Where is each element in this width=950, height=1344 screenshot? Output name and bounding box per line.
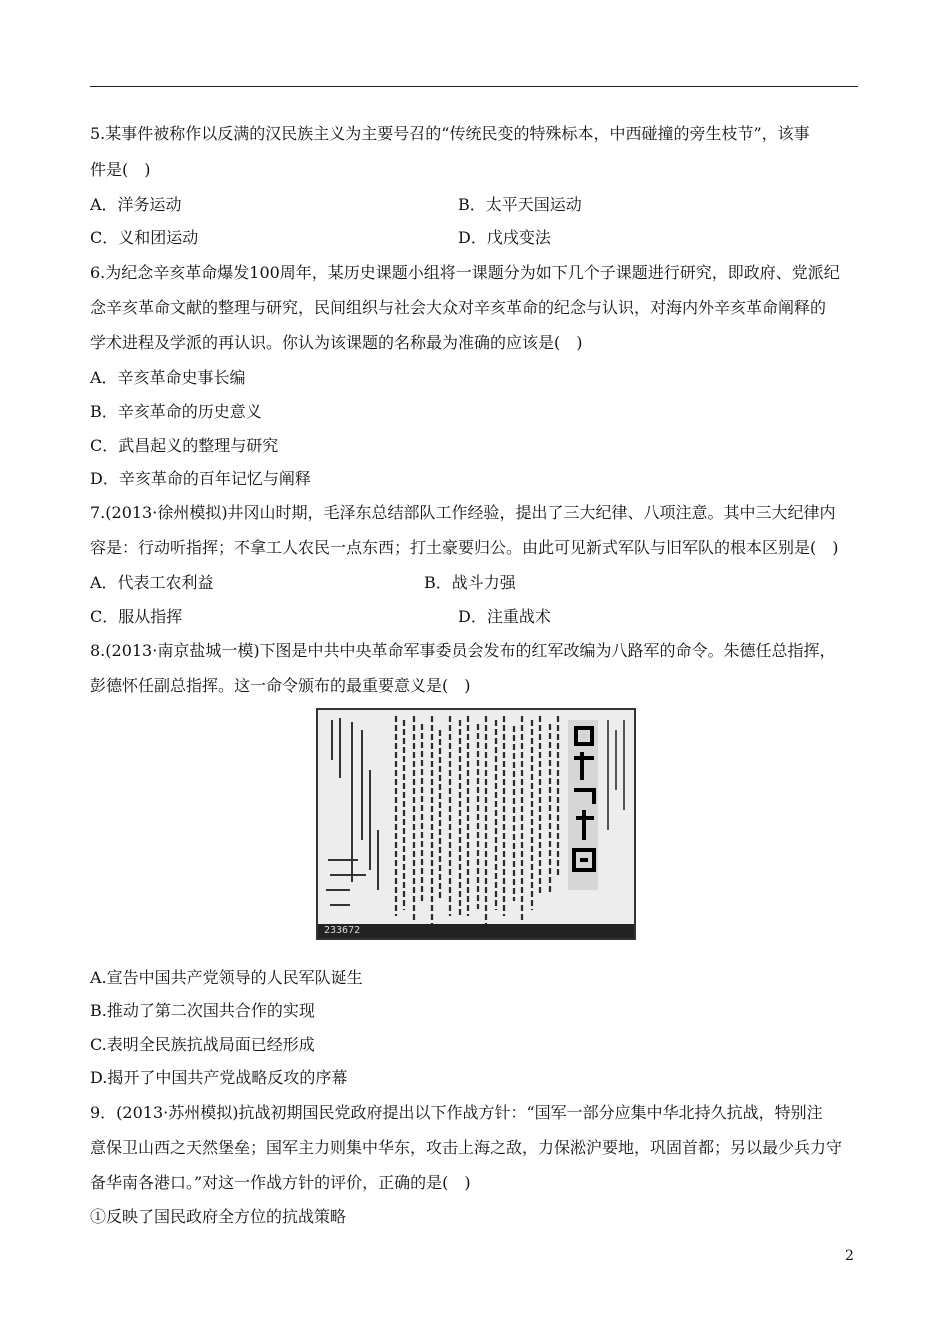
q8-option-c[interactable]: C.表明全民族抗战局面已经形成 bbox=[90, 1035, 315, 1054]
q5-option-a[interactable]: A．洋务运动 bbox=[90, 195, 182, 214]
q9-stem-line-3: 备华南各港口。”对这一作战方针的评价，正确的是( ) bbox=[90, 1173, 471, 1192]
q8-option-b[interactable]: B.推动了第二次国共合作的实现 bbox=[90, 1001, 315, 1020]
q6-option-b[interactable]: B．辛亥革命的历史意义 bbox=[90, 402, 262, 421]
q5-stem-line-1: 5.某事件被称作以反满的汉民族主义为主要号召的“传统民变的特殊标本，中西碰撞的旁生枝节”，该事 bbox=[90, 124, 810, 143]
q6-stem-line-3: 学术进程及学派的再认识。你认为该课题的名称最为准确的应该是( ) bbox=[90, 333, 583, 352]
q9-stem-line-1: 9．(2013·苏州模拟)抗战初期国民党政府提出以下作战方针：“国军一部分应集中华北持久抗战，特别注 bbox=[90, 1103, 823, 1122]
q9-stem-line-2: 意保卫山西之天然堡垒；国军主力则集中华东，攻击上海之敌，力保淞沪要地，巩固首都；另以最少兵力守 bbox=[90, 1138, 843, 1157]
q6-option-c[interactable]: C．武昌起义的整理与研究 bbox=[90, 436, 279, 455]
q8-stem-line-1: 8.(2013·南京盐城一模)下图是中共中央革命军事委员会发布的红军改编为八路军的命令。朱德任总指挥， bbox=[90, 641, 836, 660]
newspaper-image bbox=[318, 710, 634, 938]
q7-option-a[interactable]: A．代表工农利益 bbox=[90, 573, 214, 592]
q5-option-c[interactable]: C．义和团运动 bbox=[90, 228, 199, 247]
q8-option-d[interactable]: D.揭开了中国共产党战略反攻的序幕 bbox=[90, 1068, 348, 1087]
q9-item-1[interactable]: ①反映了国民政府全方位的抗战策略 bbox=[90, 1207, 347, 1226]
q7-stem-line-1: 7.(2013·徐州模拟)井冈山时期，毛泽东总结部队工作经验，提出了三大纪律、八项注意。其中三大纪律内 bbox=[90, 503, 836, 522]
q8-stem-line-2: 彭德怀任副总指挥。这一命令颁布的最重要意义是( ) bbox=[90, 676, 471, 695]
q7-option-d[interactable]: D．注重战术 bbox=[458, 607, 551, 626]
q5-option-b[interactable]: B．太平天国运动 bbox=[458, 195, 582, 214]
header-rule bbox=[90, 86, 858, 87]
q6-option-a[interactable]: A．辛亥革命史事长编 bbox=[90, 368, 246, 387]
figure-headline bbox=[318, 710, 319, 711]
q8-option-a[interactable]: A.宣告中国共产党领导的人民军队诞生 bbox=[90, 968, 363, 987]
q7-option-c[interactable]: C．服从指挥 bbox=[90, 607, 183, 626]
q8-newspaper-figure bbox=[316, 708, 636, 940]
q6-stem-line-2: 念辛亥革命文献的整理与研究，民间组织与社会大众对辛亥革命的纪念与认识，对海内外辛亥革命阐释的 bbox=[90, 298, 827, 317]
figure-caption-number: 233672 bbox=[324, 925, 361, 936]
q7-stem-line-2: 容是：行动听指挥；不拿工人农民一点东西；打土豪要归公。由此可见新式军队与旧军队的根本区别是( ) bbox=[90, 538, 839, 557]
q5-option-d[interactable]: D．戊戌变法 bbox=[458, 228, 551, 247]
q5-stem-line-2: 件是( ) bbox=[90, 160, 151, 179]
q6-stem-line-1: 6.为纪念辛亥革命爆发100周年，某历史课题小组将一课题分为如下几个子课题进行研究，即政府、党派纪 bbox=[90, 263, 840, 282]
q7-option-b[interactable]: B．战斗力强 bbox=[424, 573, 516, 592]
page-number: 2 bbox=[845, 1248, 854, 1264]
q6-option-d[interactable]: D．辛亥革命的百年记忆与阐释 bbox=[90, 469, 311, 488]
